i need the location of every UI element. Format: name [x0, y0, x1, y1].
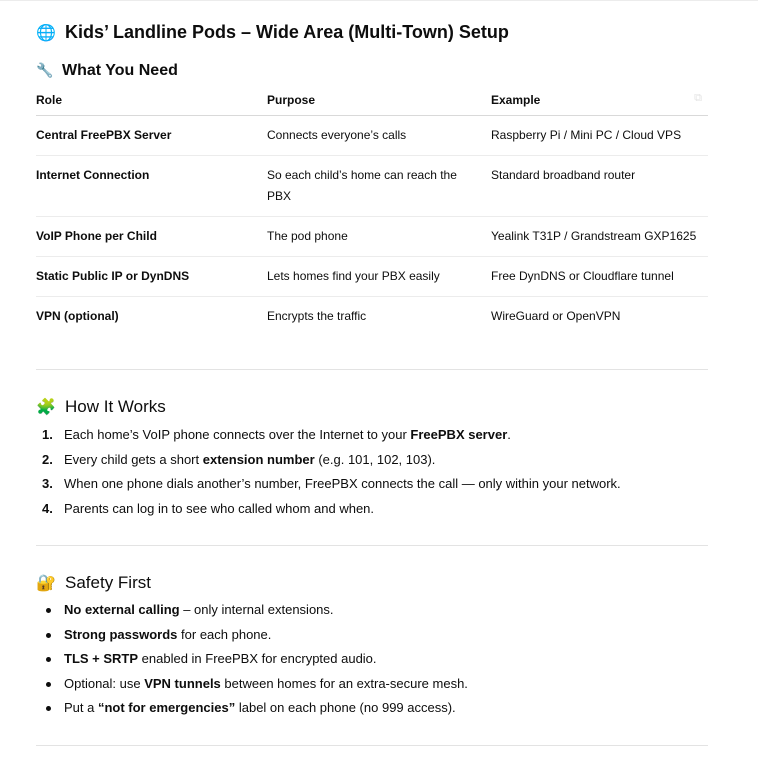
list-number: 1. — [42, 427, 53, 442]
section-divider — [36, 545, 708, 546]
bullet — [46, 608, 51, 613]
cell-role: Internet Connection — [36, 156, 267, 217]
how-it-works-list — [36, 423, 621, 521]
how-it-works-text: How It Works — [65, 397, 166, 416]
list-text: between homes for an extra-secure mesh. — [220, 675, 468, 691]
list-text: Every child gets a short — [64, 451, 203, 467]
list-bold-text: FreePBX server — [410, 427, 508, 442]
list-item — [36, 448, 621, 473]
bullet — [46, 633, 51, 638]
column-header-purpose: Purpose — [267, 86, 491, 116]
cell-purpose: Connects everyone’s calls — [267, 116, 491, 156]
lock-icon: 🔐 — [36, 575, 56, 592]
column-header-example: Example — [491, 86, 708, 116]
table-row — [36, 297, 708, 337]
globe-icon: 🌐 — [36, 25, 56, 42]
safety-first-text: Safety First — [65, 573, 151, 592]
list-item — [36, 598, 468, 623]
what-you-need-heading — [36, 59, 178, 82]
list-text: (e.g. 101, 102, 103). — [314, 451, 436, 467]
what-you-need-text: What You Need — [62, 62, 178, 79]
list-text: Each home’s VoIP phone connects over the Internet to your — [64, 427, 411, 442]
cell-example: Standard broadband router — [491, 156, 708, 217]
cell-purpose: The pod phone — [267, 217, 491, 257]
safety-first-heading — [36, 572, 151, 595]
cell-example: Yealink T31P / Grandstream GXP1625 — [491, 217, 708, 257]
top-divider — [0, 0, 758, 1]
list-text: . — [507, 427, 511, 442]
list-item — [36, 623, 468, 648]
table-header-row — [36, 86, 708, 116]
cell-purpose: Lets homes find your PBX easily — [267, 257, 491, 297]
cell-example: Raspberry Pi / Mini PC / Cloud VPS — [491, 116, 708, 156]
list-number: 2. — [42, 451, 53, 467]
list-text: – only internal extensions. — [179, 602, 334, 617]
table-row — [36, 116, 708, 156]
list-number: 4. — [42, 500, 53, 516]
cell-role: VPN (optional) — [36, 309, 119, 323]
list-item — [36, 672, 468, 697]
list-item — [36, 472, 621, 497]
bullet — [46, 682, 51, 687]
cell-purpose: Encrypts the traffic — [267, 309, 367, 323]
copy-icon[interactable]: ⧉ — [694, 92, 702, 104]
list-text: for each phone. — [177, 626, 272, 642]
list-text: Parents can log in to see who called whom and when. — [64, 500, 375, 516]
list-item — [36, 696, 468, 721]
puzzle-icon: 🧩 — [36, 399, 56, 416]
wrench-icon: 🔧 — [36, 62, 54, 78]
table-row — [36, 257, 708, 297]
safety-list — [36, 598, 468, 721]
column-header-role: Role — [36, 86, 267, 116]
cell-role: Central FreePBX Server — [36, 116, 267, 156]
page-title — [36, 20, 509, 46]
list-bold-text: “not for emergencies” — [97, 700, 236, 715]
bullet — [46, 706, 51, 711]
table-row — [36, 156, 708, 217]
list-item — [36, 423, 621, 448]
list-bold-text: extension number — [202, 451, 315, 467]
list-text: Optional: use — [64, 675, 145, 691]
table-row — [36, 217, 708, 257]
cell-purpose: So each child’s home can reach the PBX — [267, 156, 491, 217]
list-bold-text: VPN tunnels — [144, 675, 221, 691]
list-text: label on each phone (no 999 access). — [235, 700, 456, 715]
list-bold-text: TLS + SRTP — [64, 651, 139, 666]
requirements-table — [36, 86, 708, 336]
how-it-works-heading — [36, 396, 166, 419]
list-bold-text: No external calling — [64, 602, 180, 617]
list-text: enabled in FreePBX for encrypted audio. — [138, 651, 377, 666]
bullet — [46, 657, 51, 662]
page-title-text: Kids’ Landline Pods – Wide Area (Multi-Town) Setup — [65, 22, 509, 42]
list-bold-text: Strong passwords — [64, 626, 178, 642]
cell-role: Static Public IP or DynDNS — [36, 257, 267, 297]
list-item — [36, 647, 468, 672]
list-text: Put a — [64, 700, 98, 715]
cell-example: WireGuard or OpenVPN — [491, 309, 621, 323]
section-divider — [36, 369, 708, 370]
list-item — [36, 497, 621, 522]
cell-role: VoIP Phone per Child — [36, 217, 267, 257]
list-number: 3. — [42, 476, 53, 491]
cell-example: Free DynDNS or Cloudflare tunnel — [491, 257, 708, 297]
list-text: When one phone dials another’s number, FreePBX connects the call — only within your network. — [64, 476, 621, 491]
section-divider — [36, 745, 708, 746]
